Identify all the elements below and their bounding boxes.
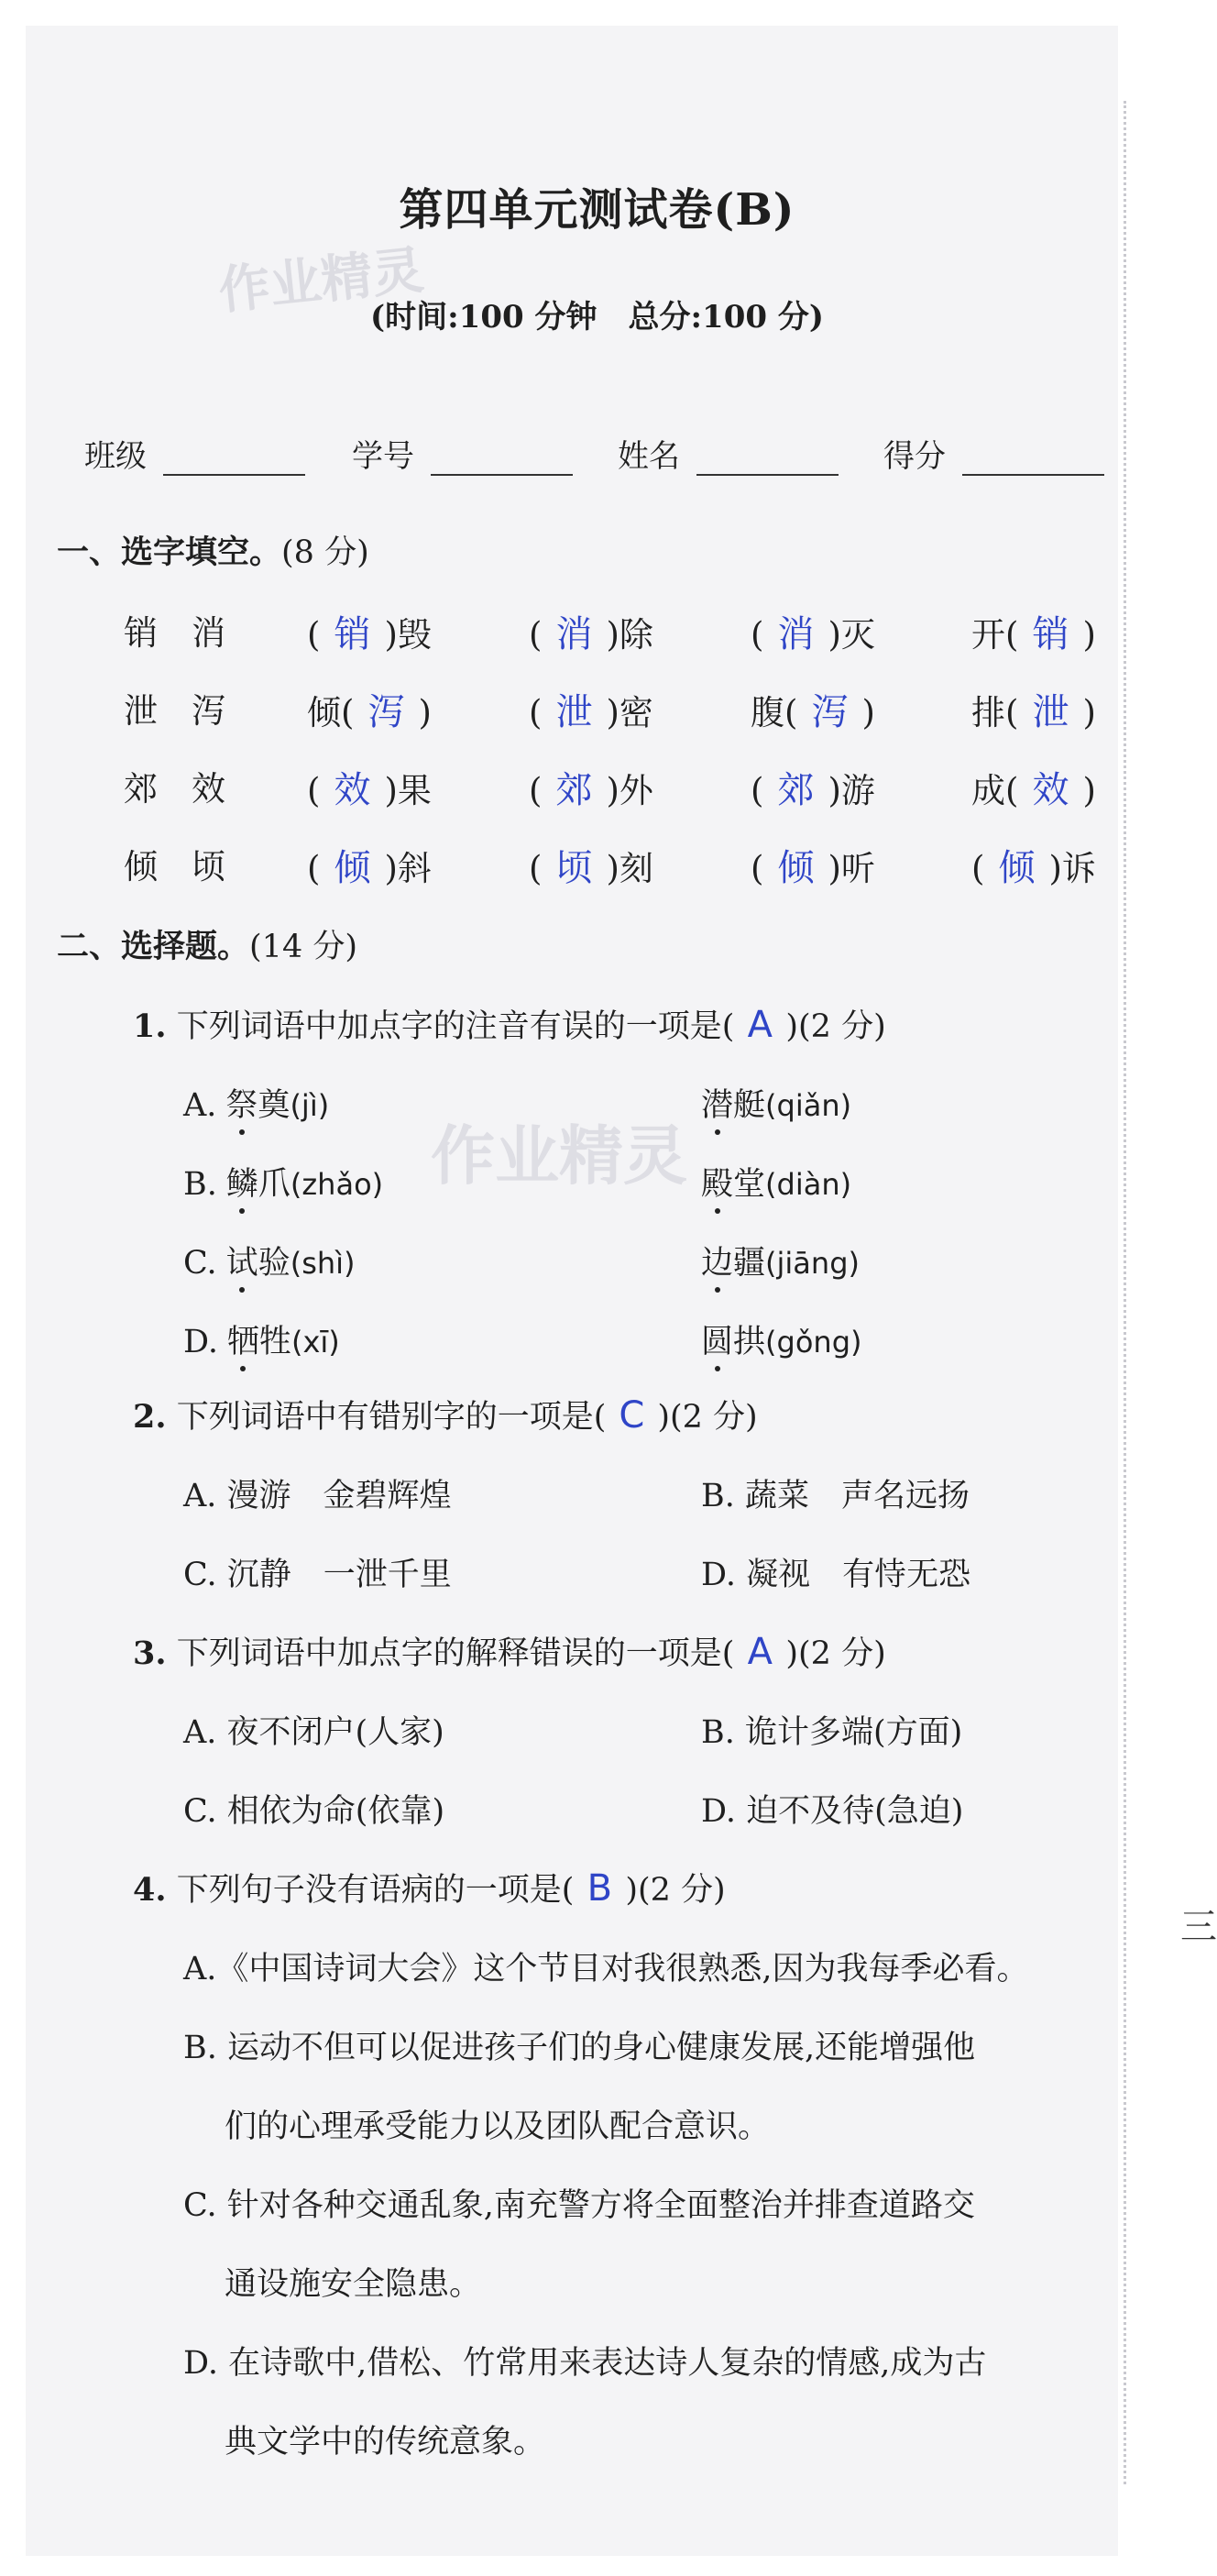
page-title: 第四单元测试卷(B)	[399, 184, 795, 236]
question-text: 下列句子没有语病的一项是(	[176, 1872, 575, 1909]
blank-context: )游	[828, 771, 875, 810]
class-label: 班级	[84, 438, 147, 475]
question-number: 2.	[133, 1398, 167, 1436]
blank-context: 成(	[971, 771, 1019, 810]
question-1-option	[701, 1238, 860, 1283]
question-1-stem	[133, 1001, 886, 1047]
question-2-option-a: A. 漫游 金碧辉煌	[183, 1478, 452, 1514]
fill-blank-item	[529, 683, 653, 735]
question-4-option-c-continued: 通设施安全隐患。	[225, 2266, 482, 2303]
question-1-option	[183, 1316, 340, 1362]
filled-answer: 泻	[811, 691, 849, 733]
filled-answer: 泄	[1032, 691, 1069, 733]
question-text: 下列词语中有错别字的一项是(	[176, 1399, 607, 1436]
section-2-heading	[57, 921, 357, 967]
exam-page	[26, 26, 1118, 2556]
blank-context: 开(	[971, 615, 1019, 655]
blank-context: (	[529, 693, 543, 732]
blank-context: )	[1082, 771, 1096, 810]
filled-answer: 郊	[555, 769, 593, 811]
option-text: 奠	[258, 1087, 291, 1124]
name-blank	[696, 441, 839, 476]
blank-context: (	[529, 615, 543, 655]
pinyin-annotation: (shì)	[290, 1246, 356, 1281]
question-4-option-b-continued: 们的心理承受能力以及团队配合意识。	[225, 2108, 771, 2145]
fill-blank-item	[307, 683, 432, 735]
filled-answer: 泻	[367, 691, 405, 733]
watermark-middle: 作业精灵	[431, 1118, 687, 1194]
question-3-option-c: C. 相依为命(依靠)	[183, 1793, 445, 1830]
question-number: 3.	[133, 1635, 167, 1672]
fill-row	[124, 605, 1132, 664]
section-1-title: 一、选字填空。	[57, 534, 282, 571]
option-text: 验	[258, 1245, 291, 1282]
filled-answer: 泄	[555, 691, 593, 733]
pinyin-annotation: (qiǎn)	[765, 1088, 852, 1123]
option-text	[701, 1087, 765, 1124]
blank-context: )诉	[1048, 849, 1096, 888]
filled-answer: 效	[334, 769, 371, 811]
blank-context: )	[1082, 693, 1096, 732]
question-points: )(2 分)	[625, 1872, 726, 1909]
character-pair: 郊 效	[124, 769, 225, 809]
question-2-stem	[133, 1392, 758, 1437]
student-id-blank	[431, 441, 573, 476]
filled-answer: 效	[1032, 769, 1069, 811]
fill-row	[124, 761, 1132, 820]
question-4-stem	[133, 1865, 726, 1910]
question-text: 下列词语中加点字的解释错误的一项是(	[176, 1635, 735, 1672]
option-text: 艇	[733, 1087, 766, 1124]
filled-answer: 消	[777, 613, 815, 655]
fill-blank-item	[529, 605, 653, 657]
side-mark: 三	[1180, 1906, 1217, 1948]
fill-blank-item	[971, 839, 1096, 891]
question-4-option-d: D. 在诗歌中,借松、竹常用来表达诗人复杂的情感,成为古	[183, 2345, 987, 2382]
watermark-top: 作业精灵	[215, 240, 427, 322]
fill-row	[124, 683, 1132, 742]
blank-context: )听	[828, 849, 875, 888]
fill-blank-item	[307, 761, 432, 813]
page-subtitle: (时间:100 分钟 总分:100 分)	[370, 299, 824, 336]
blank-context: (	[971, 849, 985, 888]
fill-blank-item	[307, 839, 432, 891]
blank-context: )果	[384, 771, 432, 810]
fill-row	[124, 839, 1132, 897]
blank-context: (	[307, 849, 321, 888]
fill-blank-item	[971, 605, 1096, 657]
filled-answer: 销	[334, 613, 371, 655]
question-3-stem	[133, 1628, 886, 1674]
fill-blank-item	[751, 683, 875, 735]
question-1-option	[183, 1080, 329, 1126]
question-1-option	[183, 1159, 383, 1205]
character-pair: 销 消	[124, 613, 225, 653]
option-text: B.	[183, 1166, 217, 1203]
blank-context: (	[307, 771, 321, 810]
question-points: )(2 分)	[785, 1635, 886, 1672]
question-4-option-b: B. 运动不但可以促进孩子们的身心健康发展,还能增强他	[183, 2030, 976, 2066]
blank-context: (	[529, 849, 543, 888]
dotted-character: 圆	[701, 1324, 734, 1360]
student-id-field	[352, 431, 573, 476]
fill-blank-item	[307, 605, 432, 657]
blank-context: (	[751, 615, 764, 655]
question-answer: A	[747, 1631, 773, 1673]
blank-context: 腹(	[751, 693, 798, 732]
blank-context: (	[529, 771, 543, 810]
fill-blank-item	[971, 761, 1096, 813]
dotted-character: 牺	[226, 1324, 259, 1360]
fill-blank-item	[751, 761, 875, 813]
blank-context: (	[751, 771, 764, 810]
character-pair: 倾 顷	[124, 847, 225, 886]
blank-context: (	[751, 849, 764, 888]
filled-answer: 郊	[777, 769, 815, 811]
question-3-option-d: D. 迫不及待(急迫)	[701, 1793, 964, 1830]
question-answer: C	[619, 1394, 645, 1437]
option-text: 拱	[733, 1324, 766, 1360]
option-text: 牲	[258, 1324, 291, 1360]
blank-context: )外	[606, 771, 653, 810]
filled-answer: 倾	[777, 847, 815, 889]
question-number: 1.	[133, 1007, 167, 1045]
blank-context: 排(	[971, 693, 1019, 732]
question-answer: A	[747, 1004, 773, 1046]
filled-answer: 销	[1032, 613, 1069, 655]
blank-context: (	[307, 615, 321, 655]
question-answer: B	[587, 1867, 613, 1910]
blank-context: )除	[606, 615, 653, 655]
blank-context: )	[418, 693, 432, 732]
option-text: C.	[183, 1245, 217, 1282]
blank-context: )	[861, 693, 875, 732]
section-2-points: (14 分)	[249, 929, 357, 965]
question-points: )(2 分)	[785, 1008, 886, 1045]
filled-answer: 倾	[334, 847, 371, 889]
section-1-points: (8 分)	[281, 534, 369, 571]
option-text: A.	[183, 1087, 217, 1124]
option-text: D.	[183, 1324, 218, 1360]
blank-context: )毁	[384, 615, 432, 655]
option-text: 爪	[258, 1166, 291, 1203]
blank-context: 倾(	[307, 693, 355, 732]
dotted-character: 潜	[701, 1087, 734, 1124]
pinyin-annotation: (jì)	[290, 1088, 330, 1123]
question-1-option	[183, 1238, 356, 1283]
fill-blank-item	[529, 839, 653, 891]
dotted-character: 边	[701, 1245, 734, 1282]
dotted-character: 殿	[701, 1166, 734, 1203]
question-points: )(2 分)	[657, 1399, 758, 1436]
score-label: 得分	[883, 438, 946, 475]
question-text: 下列词语中加点字的注音有误的一项是(	[176, 1008, 735, 1045]
question-4-option-c: C. 针对各种交通乱象,南充警方将全面整治并排查道路交	[183, 2187, 975, 2224]
question-3-option-a: A. 夜不闭户(人家)	[183, 1714, 444, 1751]
name-label: 姓名	[618, 438, 680, 475]
filled-answer: 顷	[555, 847, 593, 889]
fill-blank-item	[971, 683, 1096, 735]
question-number: 4.	[133, 1871, 167, 1909]
question-2-option-b: B. 蔬菜 声名远扬	[701, 1478, 970, 1514]
section-1-heading	[57, 527, 369, 573]
score-blank	[962, 441, 1104, 476]
class-field	[84, 431, 305, 476]
option-text: 疆	[733, 1245, 766, 1282]
question-4-option-d-continued: 典文学中的传统意象。	[225, 2424, 546, 2460]
question-3-option-b: B. 诡计多端(方面)	[701, 1714, 963, 1751]
fill-blank-item	[529, 761, 653, 813]
pinyin-annotation: (jiāng)	[765, 1246, 860, 1281]
fill-blank-item	[751, 605, 875, 657]
fill-blank-item	[751, 839, 875, 891]
dotted-character: 试	[225, 1245, 258, 1282]
blank-context: )灭	[828, 615, 875, 655]
name-field	[618, 431, 839, 476]
blank-context: )刻	[606, 849, 653, 888]
question-1-option	[701, 1316, 861, 1362]
character-pair: 泄 泻	[124, 691, 225, 731]
student-id-label: 学号	[352, 438, 414, 475]
section-2-title: 二、选择题。	[57, 928, 250, 965]
question-2-option-d: D. 凝视 有恃无恐	[701, 1557, 971, 1593]
filled-answer: 倾	[998, 847, 1036, 889]
pinyin-annotation: (xī)	[291, 1325, 340, 1360]
question-4-option-a: A.《中国诗词大会》这个节目对我很熟悉,因为我每季必看。	[183, 1951, 1029, 1987]
score-field	[883, 431, 1104, 476]
pinyin-annotation: (diàn)	[765, 1167, 852, 1202]
dotted-character: 祭	[225, 1087, 258, 1124]
question-1-option	[701, 1159, 851, 1205]
pinyin-annotation: (gǒng)	[765, 1325, 862, 1360]
pinyin-annotation: (zhǎo)	[290, 1167, 384, 1202]
blank-context: )斜	[384, 849, 432, 888]
option-text: 堂	[733, 1166, 766, 1203]
filled-answer: 消	[555, 613, 593, 655]
question-2-option-c: C. 沉静 一泄千里	[183, 1557, 452, 1593]
dotted-character: 鳞	[225, 1166, 258, 1203]
class-blank	[163, 441, 305, 476]
question-1-option	[701, 1080, 851, 1126]
binding-dotted-line	[1124, 101, 1126, 2484]
blank-context: )密	[606, 693, 653, 732]
blank-context: )	[1082, 615, 1096, 655]
